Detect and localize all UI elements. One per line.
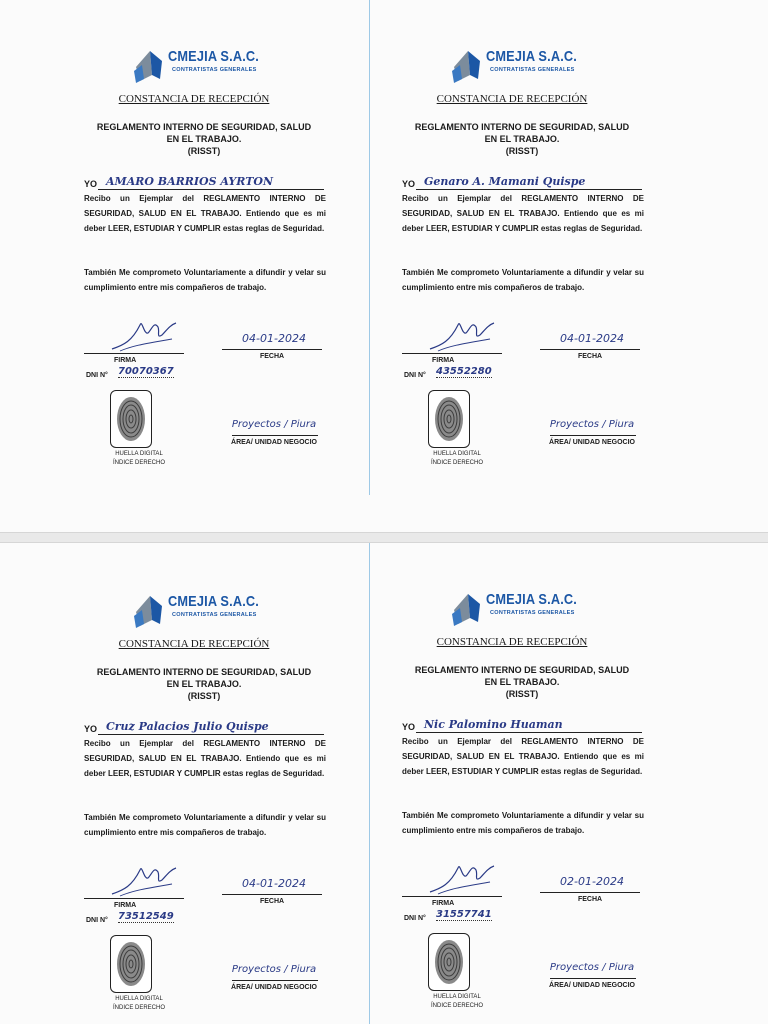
dni-field (86, 908, 196, 924)
date-label: FECHA (577, 896, 603, 903)
handwritten-signature (428, 858, 498, 898)
fingerprint-label (84, 995, 194, 1013)
date-line (222, 349, 322, 350)
company-logo (450, 588, 620, 630)
dni-label: DNI N° (86, 917, 108, 924)
fingerprint-icon (432, 937, 466, 987)
handwritten-signature (110, 315, 180, 355)
name-field (402, 173, 642, 191)
company-logo (132, 45, 302, 87)
commitment-statement: También Me comprometo Voluntariamente a difundir y velar su cumplimiento entre mis compañeros de trabajo. (402, 811, 644, 835)
fingerprint-label-line: ÍNDICE DERECHO (430, 1003, 483, 1009)
area-label: ÁREA/ UNIDAD NEGOCIO (231, 984, 317, 991)
yo-label: YO (402, 179, 416, 189)
name-underline (98, 734, 324, 735)
dni-field (404, 906, 514, 922)
area-value: Proyectos / Piura (231, 964, 317, 975)
date-value: 04-01-2024 (560, 332, 624, 345)
logo-mark-icon (132, 45, 172, 85)
date-label: FECHA (259, 898, 285, 905)
fingerprint-label-line: HUELLA DIGITAL (115, 451, 163, 457)
signature-label: FIRMA (114, 357, 137, 364)
handwritten-signature (110, 860, 180, 900)
area-value: Proyectos / Piura (549, 419, 635, 430)
heading-line: REGLAMENTO INTERNO DE SEGURIDAD, SALUD (96, 667, 312, 677)
heading-line: (RISST) (187, 146, 221, 156)
receipt-card (402, 588, 692, 1028)
company-logo (450, 45, 620, 87)
form-heading (84, 666, 324, 702)
date-line (540, 349, 640, 350)
fingerprint-label-line: ÍNDICE DERECHO (430, 460, 483, 466)
name-value: AMARO BARRIOS AYRTON (106, 175, 274, 188)
heading-line: EN EL TRABAJO. (484, 677, 560, 687)
form-heading (402, 121, 642, 157)
form-title: CONSTANCIA DE RECEPCIÓN (436, 636, 588, 648)
fingerprint-label-line: HUELLA DIGITAL (433, 994, 481, 1000)
name-underline (416, 732, 642, 733)
form-heading (84, 121, 324, 157)
heading-line: EN EL TRABAJO. (484, 134, 560, 144)
name-value: Nic Palomino Huaman (424, 718, 563, 731)
area-value: Proyectos / Piura (231, 419, 317, 430)
dni-value: 31557741 (436, 909, 492, 920)
heading-line: (RISST) (505, 689, 539, 699)
brand-subtitle: CONTRATISTAS GENERALES (172, 67, 257, 73)
fingerprint-label (84, 450, 194, 468)
brand-name: CMEJIA S.A.C. (168, 593, 260, 610)
dni-label: DNI N° (404, 915, 426, 922)
receipt-statement: Recibo un Ejemplar del REGLAMENTO INTERNO DE SEGURIDAD, SALUD EN EL TRABAJO. Entiendo que es mi deber LEER, ESTUDIAR Y CUMPLIR estas reglas de Seguridad. (402, 194, 644, 233)
heading-line: EN EL TRABAJO. (166, 134, 242, 144)
fingerprint-icon (432, 394, 466, 444)
heading-line: REGLAMENTO INTERNO DE SEGURIDAD, SALUD (96, 122, 312, 132)
receipt-statement: Recibo un Ejemplar del REGLAMENTO INTERNO DE SEGURIDAD, SALUD EN EL TRABAJO. Entiendo que es mi deber LEER, ESTUDIAR Y CUMPLIR estas reglas de Seguridad. (84, 194, 326, 233)
form-title: CONSTANCIA DE RECEPCIÓN (118, 638, 270, 650)
fingerprint-box (428, 390, 470, 448)
name-field (84, 718, 324, 736)
signature-label: FIRMA (432, 357, 455, 364)
heading-line: REGLAMENTO INTERNO DE SEGURIDAD, SALUD (414, 665, 630, 675)
signature-label: FIRMA (432, 900, 455, 907)
signature-line (84, 898, 184, 899)
fingerprint-icon (114, 939, 148, 989)
date-value: 02-01-2024 (560, 875, 624, 888)
heading-line: EN EL TRABAJO. (166, 679, 242, 689)
form-heading (402, 664, 642, 700)
form-title: CONSTANCIA DE RECEPCIÓN (118, 93, 270, 105)
receipt-card (84, 590, 374, 1030)
fingerprint-label-line: ÍNDICE DERECHO (112, 1005, 165, 1011)
date-value: 04-01-2024 (242, 877, 306, 890)
fingerprint-icon (114, 394, 148, 444)
area-line (550, 435, 636, 436)
dni-field (404, 363, 514, 379)
date-line (222, 894, 322, 895)
commitment-statement: También Me comprometo Voluntariamente a difundir y velar su cumplimiento entre mis compañeros de trabajo. (84, 268, 326, 292)
heading-line: (RISST) (187, 691, 221, 701)
dni-label: DNI N° (404, 372, 426, 379)
area-line (232, 435, 318, 436)
signature-label: FIRMA (114, 902, 137, 909)
fingerprint-label-line: ÍNDICE DERECHO (112, 460, 165, 466)
dni-field (86, 363, 196, 379)
name-value: Cruz Palacios Julio Quispe (106, 720, 269, 733)
page-gap (0, 532, 768, 543)
name-field (402, 716, 642, 734)
yo-label: YO (402, 722, 416, 732)
fingerprint-box (110, 935, 152, 993)
logo-mark-icon (132, 590, 172, 630)
date-label: FECHA (259, 353, 285, 360)
dni-label: DNI N° (86, 372, 108, 379)
receipt-card (84, 45, 374, 485)
receipt-statement: Recibo un Ejemplar del REGLAMENTO INTERNO DE SEGURIDAD, SALUD EN EL TRABAJO. Entiendo que es mi deber LEER, ESTUDIAR Y CUMPLIR estas reglas de Seguridad. (402, 737, 644, 776)
date-value: 04-01-2024 (242, 332, 306, 345)
signature-line (84, 353, 184, 354)
date-line (540, 892, 640, 893)
logo-mark-icon (450, 45, 490, 85)
area-label: ÁREA/ UNIDAD NEGOCIO (549, 982, 635, 989)
yo-label: YO (84, 179, 98, 189)
fingerprint-box (110, 390, 152, 448)
signature-line (402, 896, 502, 897)
dni-value: 43552280 (436, 366, 492, 377)
yo-label: YO (84, 724, 98, 734)
fingerprint-label-line: HUELLA DIGITAL (115, 996, 163, 1002)
area-line (232, 980, 318, 981)
handwritten-signature (428, 315, 498, 355)
brand-name: CMEJIA S.A.C. (168, 48, 260, 65)
commitment-statement: También Me comprometo Voluntariamente a difundir y velar su cumplimiento entre mis compañeros de trabajo. (84, 813, 326, 837)
area-label: ÁREA/ UNIDAD NEGOCIO (231, 439, 317, 446)
logo-mark-icon (450, 588, 490, 628)
brand-subtitle: CONTRATISTAS GENERALES (490, 610, 575, 616)
area-value: Proyectos / Piura (549, 962, 635, 973)
date-label: FECHA (577, 353, 603, 360)
fingerprint-label (402, 450, 512, 468)
commitment-statement: También Me comprometo Voluntariamente a difundir y velar su cumplimiento entre mis compañeros de trabajo. (402, 268, 644, 292)
name-underline (98, 189, 324, 190)
company-logo (132, 590, 302, 632)
name-field (84, 173, 324, 191)
brand-name: CMEJIA S.A.C. (486, 591, 578, 608)
heading-line: REGLAMENTO INTERNO DE SEGURIDAD, SALUD (414, 122, 630, 132)
fingerprint-label (402, 993, 512, 1011)
form-title: CONSTANCIA DE RECEPCIÓN (436, 93, 588, 105)
brand-subtitle: CONTRATISTAS GENERALES (490, 67, 575, 73)
receipt-card (402, 45, 692, 485)
receipt-statement: Recibo un Ejemplar del REGLAMENTO INTERNO DE SEGURIDAD, SALUD EN EL TRABAJO. Entiendo que es mi deber LEER, ESTUDIAR Y CUMPLIR estas reglas de Seguridad. (84, 739, 326, 778)
area-line (550, 978, 636, 979)
brand-name: CMEJIA S.A.C. (486, 48, 578, 65)
dni-value: 70070367 (118, 366, 174, 377)
area-label: ÁREA/ UNIDAD NEGOCIO (549, 439, 635, 446)
name-underline (416, 189, 642, 190)
fingerprint-label-line: HUELLA DIGITAL (433, 451, 481, 457)
fingerprint-box (428, 933, 470, 991)
brand-subtitle: CONTRATISTAS GENERALES (172, 612, 257, 618)
dni-value: 73512549 (118, 911, 174, 922)
signature-line (402, 353, 502, 354)
heading-line: (RISST) (505, 146, 539, 156)
name-value: Genaro A. Mamani Quispe (424, 175, 586, 188)
